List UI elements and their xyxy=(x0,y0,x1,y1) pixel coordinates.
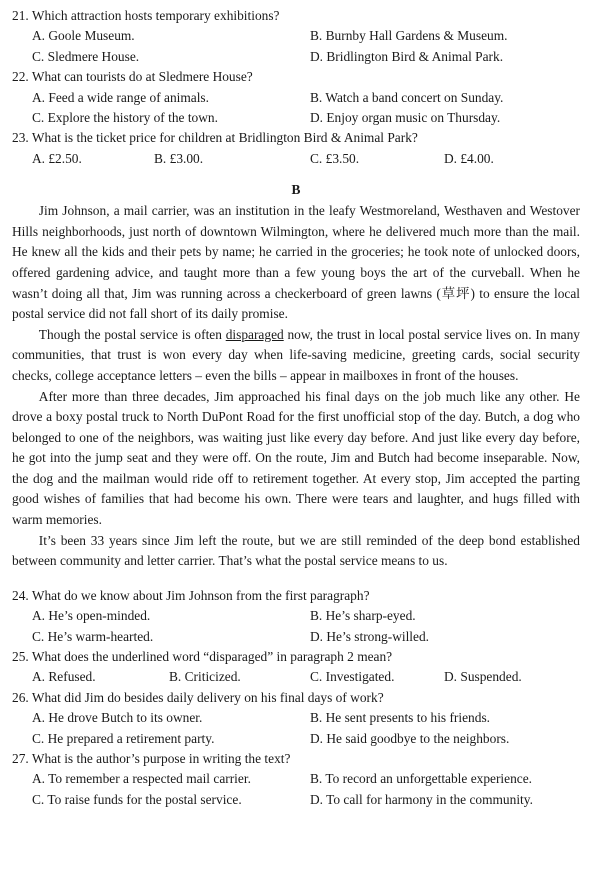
option-b: B. He’s sharp-eyed. xyxy=(310,608,416,624)
option-a: A. Feed a wide range of animals. xyxy=(32,89,209,105)
option-b: B. Burnby Hall Gardens & Museum. xyxy=(310,28,508,44)
question-stem: 27. What is the author’s purpose in writing the text? xyxy=(12,751,291,767)
question-stem: 25. What does the underlined word “disparaged” in paragraph 2 mean? xyxy=(12,649,393,665)
exam-page xyxy=(12,6,580,810)
option-c: C. Explore the history of the town. xyxy=(32,109,218,125)
paragraph-1: Jim Johnson, a mail carrier, was an institution in the leafy Westmoreland, Westhaven and Westover Hills neighborhoods, just north of downtown Wilmington, where he delivered much more than the mail. He knew all the kids and their pets by name; he carried in the groceries; he took note of unlocked doors, offered gardening advice, and taught more than a few young boys the art of the curveball. When he wasn’t doing all that, Jim was running across a checkerboard of green lawns (草坪) to ensure the local postal service did not fall short of its daily promise. xyxy=(12,203,580,322)
option-c: C. He prepared a retirement party. xyxy=(32,730,215,746)
option-b: B. £3.00. xyxy=(154,150,204,166)
option-d: D. He’s strong-willed. xyxy=(310,628,430,644)
question-stem: 21. Which attraction hosts temporary exhibitions? xyxy=(12,8,280,23)
option-a: A. £2.50. xyxy=(32,150,82,166)
question-27 xyxy=(12,749,580,810)
question-stem: 24. What do we know about Jim Johnson from the first paragraph? xyxy=(12,587,370,603)
option-d: D. £4.00. xyxy=(444,150,494,166)
option-a: A. To remember a respected mail carrier. xyxy=(32,771,251,787)
option-c: C. He’s warm-hearted. xyxy=(32,628,154,644)
section-title: B xyxy=(291,182,301,198)
option-b: B. Watch a band concert on Sunday. xyxy=(310,89,504,105)
question-stem: 26. What did Jim do besides daily delivery on his final days of work? xyxy=(12,689,384,705)
paragraph-4: It’s been 33 years since Jim left the route, but we are still reminded of the deep bond established between community and letter carrier. That’s what the postal service means to us. xyxy=(12,532,580,569)
option-b: B. Criticized. xyxy=(169,669,241,685)
question-stem: 22. What can tourists do at Sledmere House? xyxy=(12,69,253,85)
option-d: D. Suspended. xyxy=(444,669,522,685)
option-d: D. He said goodbye to the neighbors. xyxy=(310,730,510,746)
option-d: D. Enjoy organ music on Thursday. xyxy=(310,109,501,125)
option-d: D. To call for harmony in the community. xyxy=(310,791,533,807)
question-22 xyxy=(12,67,580,128)
question-25 xyxy=(12,647,580,688)
option-c: C. To raise funds for the postal service. xyxy=(32,791,242,807)
option-b: B. To record an unforgettable experience. xyxy=(310,771,533,787)
question-26 xyxy=(12,688,580,749)
option-c: C. Sledmere House. xyxy=(32,48,140,64)
question-23 xyxy=(12,128,580,169)
option-a: A. He’s open-minded. xyxy=(32,608,151,624)
paragraph-2: Though the postal service is often disparaged now, the trust in local postal service lives on. In many communities, that trust is won every day when life-saving medicine, greeting cards, social security checks, college acceptance letters – even the bills – appear in mailboxes in front of the houses. xyxy=(12,326,580,383)
option-c: C. £3.50. xyxy=(310,150,360,166)
underlined-word: disparaged xyxy=(225,326,284,342)
question-21 xyxy=(12,6,580,67)
option-c: C. Investigated. xyxy=(310,669,395,685)
option-a: A. Refused. xyxy=(32,669,96,685)
option-d: D. Bridlington Bird & Animal Park. xyxy=(310,48,504,64)
option-a: A. Goole Museum. xyxy=(32,28,135,44)
paragraph-3: After more than three decades, Jim approached his final days on the job much like any other. He drove a boxy postal truck to North DuPont Road for the first unofficial stop of the day. Butch, a dog who belonged to one of the neighbors, was waiting just like every day before. And just like every day before, he got into the jump seat and they were off. On the route, Jim and Butch had become inseparable. Now, the dog and the mailman would ride off to retirement together. At every stop, Jim accepted the parting good wishes of families that had become his own. There were tears and laughter, and hugs filled with warm memories. xyxy=(12,388,580,528)
question-24 xyxy=(12,586,580,647)
reading-passage xyxy=(12,201,580,572)
option-b: B. He sent presents to his friends. xyxy=(310,710,491,726)
option-a: A. He drove Butch to its owner. xyxy=(32,710,203,726)
question-stem: 23. What is the ticket price for children at Bridlington Bird & Animal Park? xyxy=(12,130,418,146)
